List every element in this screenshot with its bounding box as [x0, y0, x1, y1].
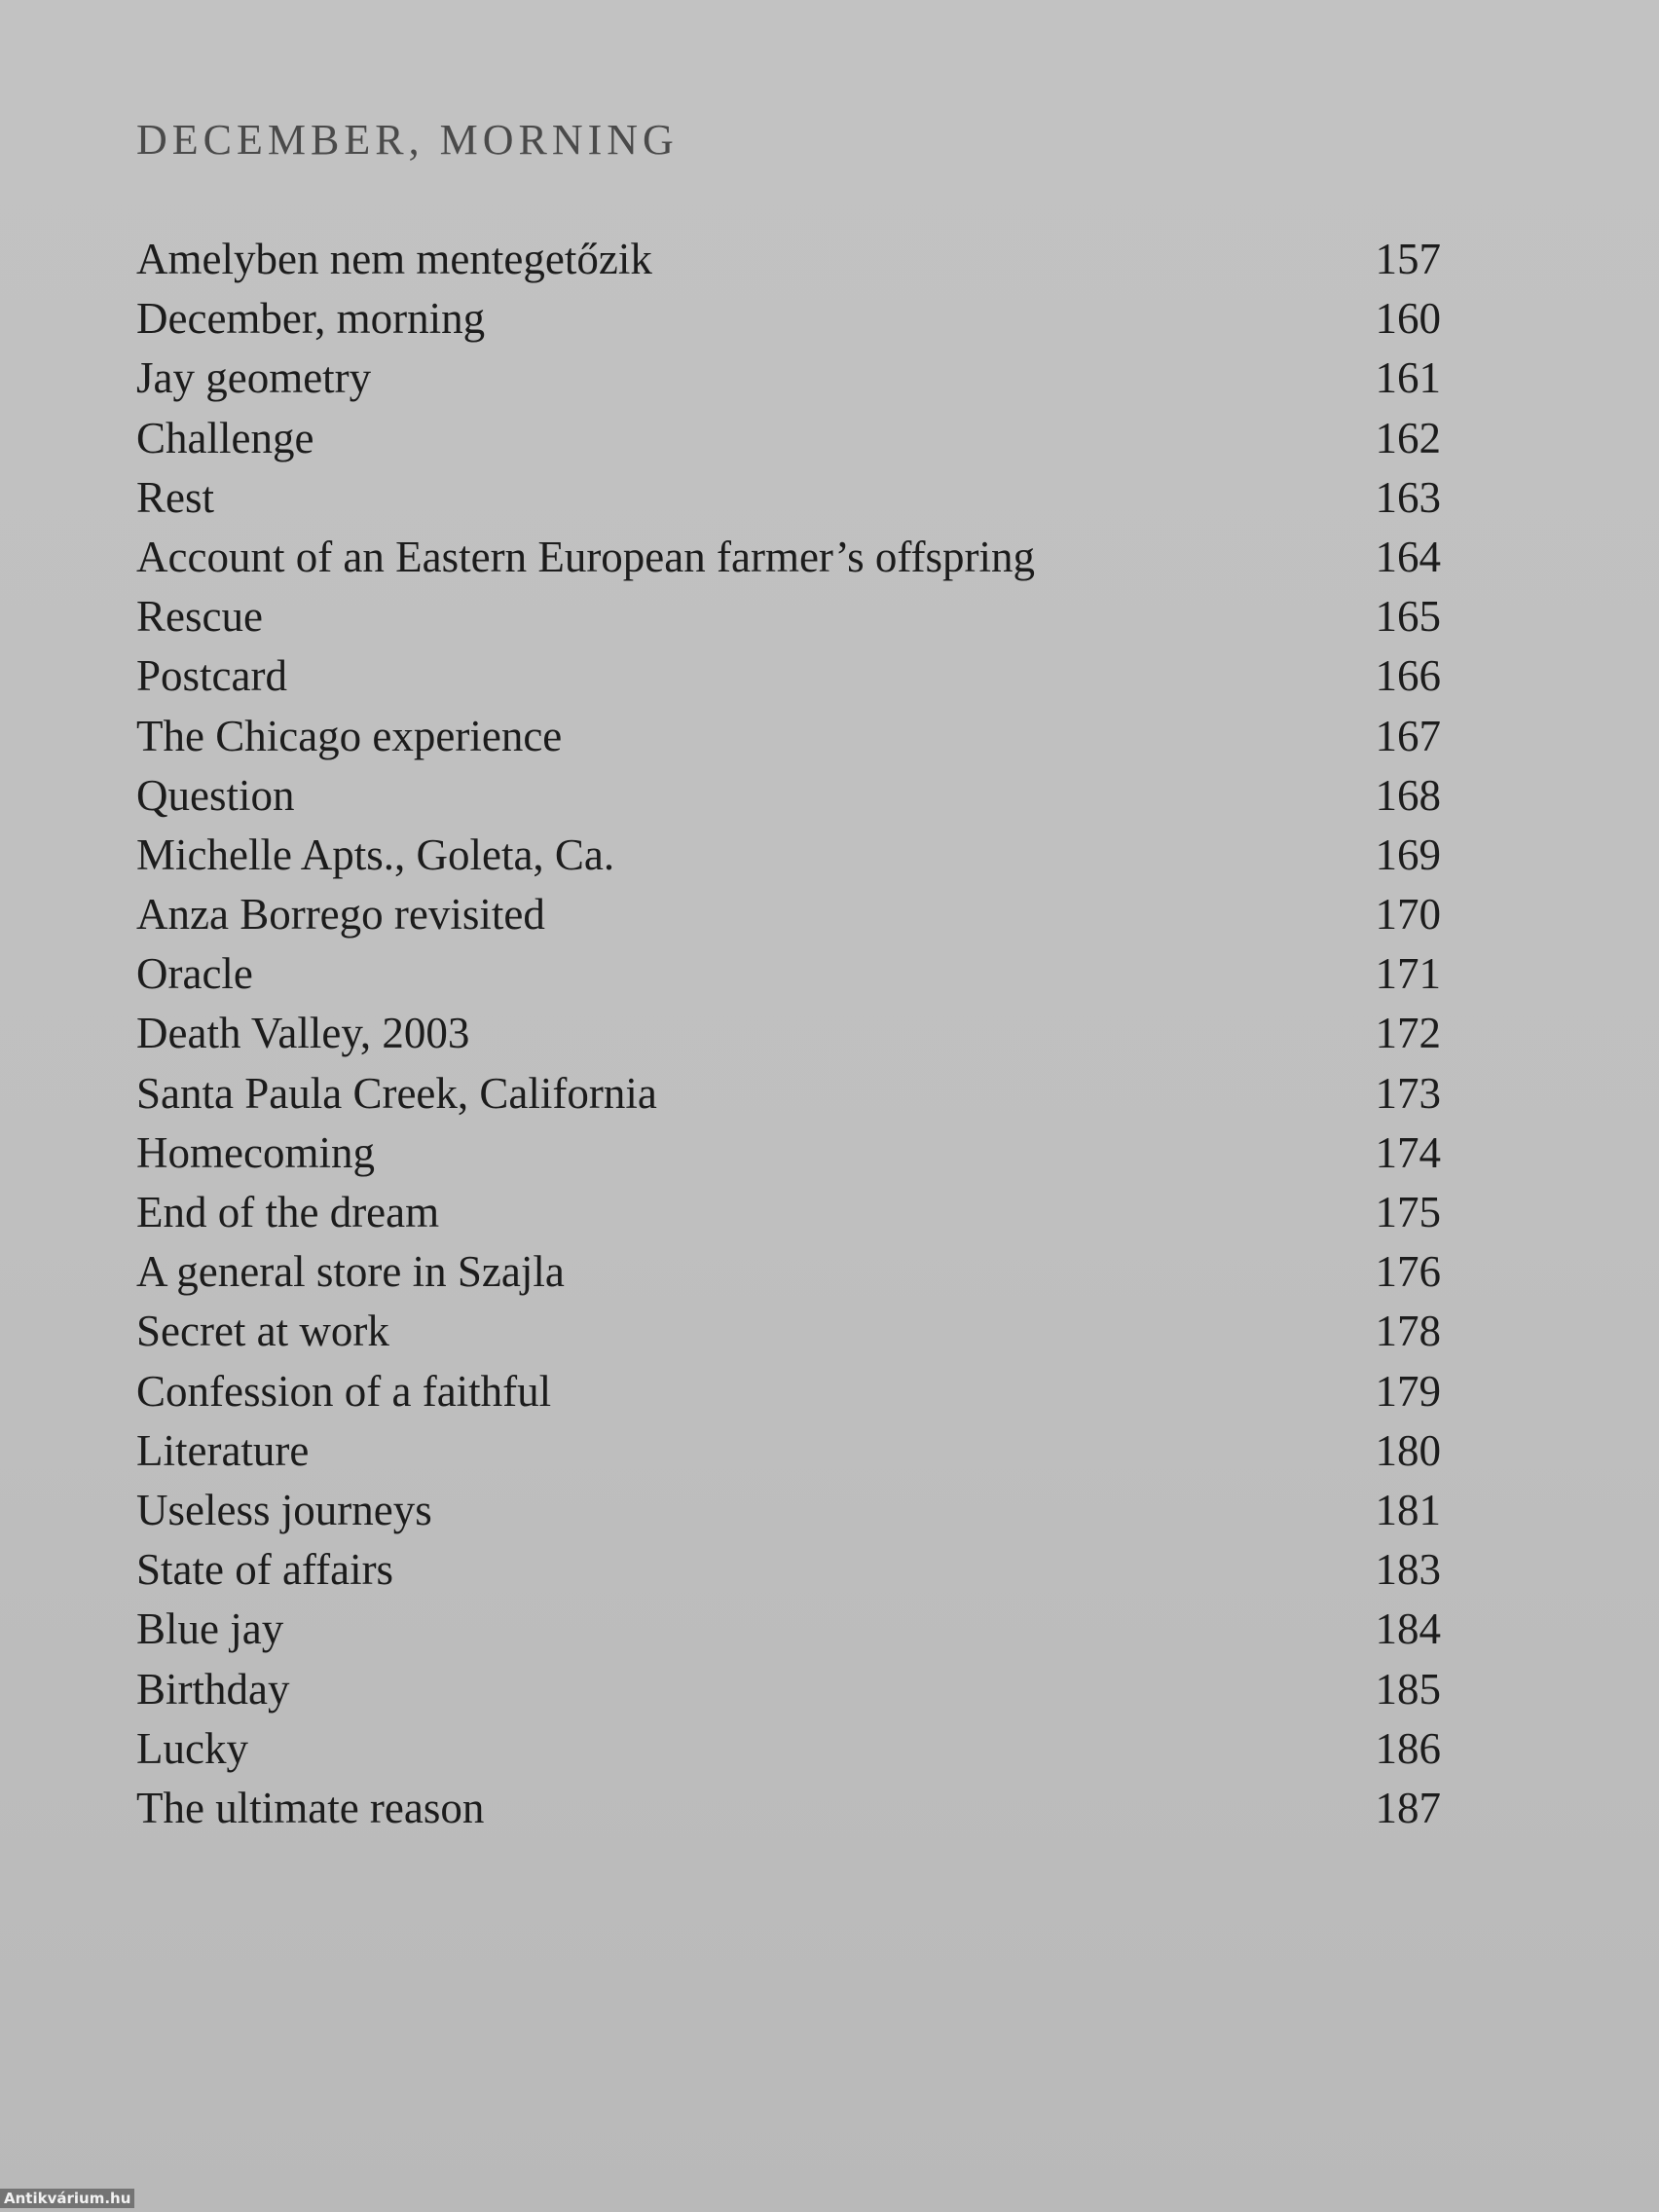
toc-entry-page-number: 169: [1375, 830, 1441, 879]
toc-entry-title: State of affairs: [136, 1545, 394, 1595]
toc-entry-title: Michelle Apts., Goleta, Ca.: [136, 830, 615, 879]
toc-entry-title: A general store in Szajla: [136, 1247, 565, 1297]
toc-entry: [136, 707, 1441, 766]
toc-entry-page-number: 179: [1375, 1366, 1441, 1416]
toc-entry-page-number: 162: [1375, 413, 1441, 462]
toc-entry: [136, 1242, 1441, 1302]
section-heading: DECEMBER, MORNING: [136, 116, 679, 164]
toc-entry-page-number: 161: [1375, 353, 1441, 403]
toc-entry-page-number: 157: [1375, 235, 1441, 283]
toc-entry: [136, 1362, 1441, 1421]
toc-entry: [136, 1302, 1441, 1361]
toc-entry-title: Useless journeys: [136, 1485, 432, 1534]
toc-entry: [136, 885, 1441, 944]
toc-entry-title: December, morning: [136, 294, 486, 344]
toc-entry-title: End of the dream: [136, 1188, 440, 1236]
toc-entry-title: Rest: [136, 472, 215, 522]
toc-entry: [136, 766, 1441, 826]
toc-entry: [136, 1183, 1441, 1242]
toc-entry-page-number: 175: [1375, 1188, 1441, 1236]
toc-entry-page-number: 184: [1375, 1604, 1441, 1654]
toc-entry: [136, 1660, 1441, 1719]
toc-entry: [136, 409, 1441, 468]
toc-entry-page-number: 163: [1375, 472, 1441, 522]
toc-entry: [136, 1481, 1441, 1540]
toc-entry-page-number: 187: [1375, 1783, 1441, 1832]
toc-entry-title: Account of an Eastern European farmer’s offspring: [136, 532, 1036, 581]
toc-entry-page-number: 167: [1375, 711, 1441, 760]
toc-entry-title: Question: [136, 770, 295, 820]
toc-entry-page-number: 180: [1375, 1425, 1441, 1475]
toc-entry-page-number: 186: [1375, 1723, 1441, 1773]
toc-entry-page-number: 181: [1375, 1485, 1441, 1534]
toc-entry-title: Death Valley, 2003: [136, 1009, 470, 1058]
toc-entry: [136, 1719, 1441, 1779]
toc-entry-page-number: 185: [1375, 1664, 1441, 1714]
toc-entry: [136, 1064, 1441, 1124]
toc-entry: [136, 587, 1441, 646]
toc-entry-title: Blue jay: [136, 1604, 284, 1654]
toc-entry-page-number: 183: [1375, 1545, 1441, 1595]
toc-entry: [136, 1124, 1441, 1183]
toc-entry-page-number: 173: [1375, 1068, 1441, 1118]
toc-entry: [136, 528, 1441, 587]
toc-entry-page-number: 160: [1375, 294, 1441, 344]
toc-entry-title: Anza Borrego revisited: [136, 890, 545, 940]
toc-entry-title: Postcard: [136, 651, 287, 701]
toc-entry-page-number: 168: [1375, 770, 1441, 820]
toc-entry-title: Birthday: [136, 1664, 290, 1714]
toc-entry-title: Challenge: [136, 413, 314, 462]
toc-entry: [136, 1600, 1441, 1659]
toc-entry-title: Oracle: [136, 949, 253, 999]
toc-entry-title: Homecoming: [136, 1127, 375, 1177]
toc-entry-title: Lucky: [136, 1723, 248, 1773]
toc-entry: [136, 349, 1441, 408]
toc-entry-page-number: 166: [1375, 651, 1441, 701]
toc-entry-title: Jay geometry: [136, 353, 372, 403]
toc-entry-title: The ultimate reason: [136, 1783, 485, 1832]
toc-entry-page-number: 176: [1375, 1247, 1441, 1297]
toc-entry: [136, 1421, 1441, 1481]
toc-entry: [136, 646, 1441, 706]
toc-entry-page-number: 174: [1375, 1127, 1441, 1177]
toc-entry: [136, 944, 1441, 1004]
toc-entry-title: Amelyben nem mentegetőzik: [136, 235, 652, 283]
toc-entry: [136, 826, 1441, 885]
toc-entry-page-number: 178: [1375, 1307, 1441, 1356]
toc-entry-page-number: 171: [1375, 949, 1441, 999]
toc-entry-title: Secret at work: [136, 1307, 389, 1356]
toc-entry: [136, 289, 1441, 349]
toc-entry-title: The Chicago experience: [136, 711, 563, 760]
toc-entry-title: Santa Paula Creek, California: [136, 1068, 657, 1118]
watermark: Antikvárium.hu: [0, 2189, 134, 2208]
toc-entry-title: Rescue: [136, 592, 263, 642]
toc-entry-page-number: 172: [1375, 1009, 1441, 1058]
toc-entry: [136, 230, 1441, 289]
toc-entry: [136, 468, 1441, 528]
toc-entry-page-number: 165: [1375, 592, 1441, 642]
table-of-contents: [136, 230, 1441, 1838]
toc-entry: [136, 1540, 1441, 1600]
toc-entry-page-number: 170: [1375, 890, 1441, 940]
toc-entry: [136, 1779, 1441, 1838]
toc-entry: [136, 1004, 1441, 1063]
toc-entry-title: Confession of a faithful: [136, 1366, 552, 1416]
toc-entry-page-number: 164: [1375, 532, 1441, 581]
toc-entry-title: Literature: [136, 1425, 310, 1475]
